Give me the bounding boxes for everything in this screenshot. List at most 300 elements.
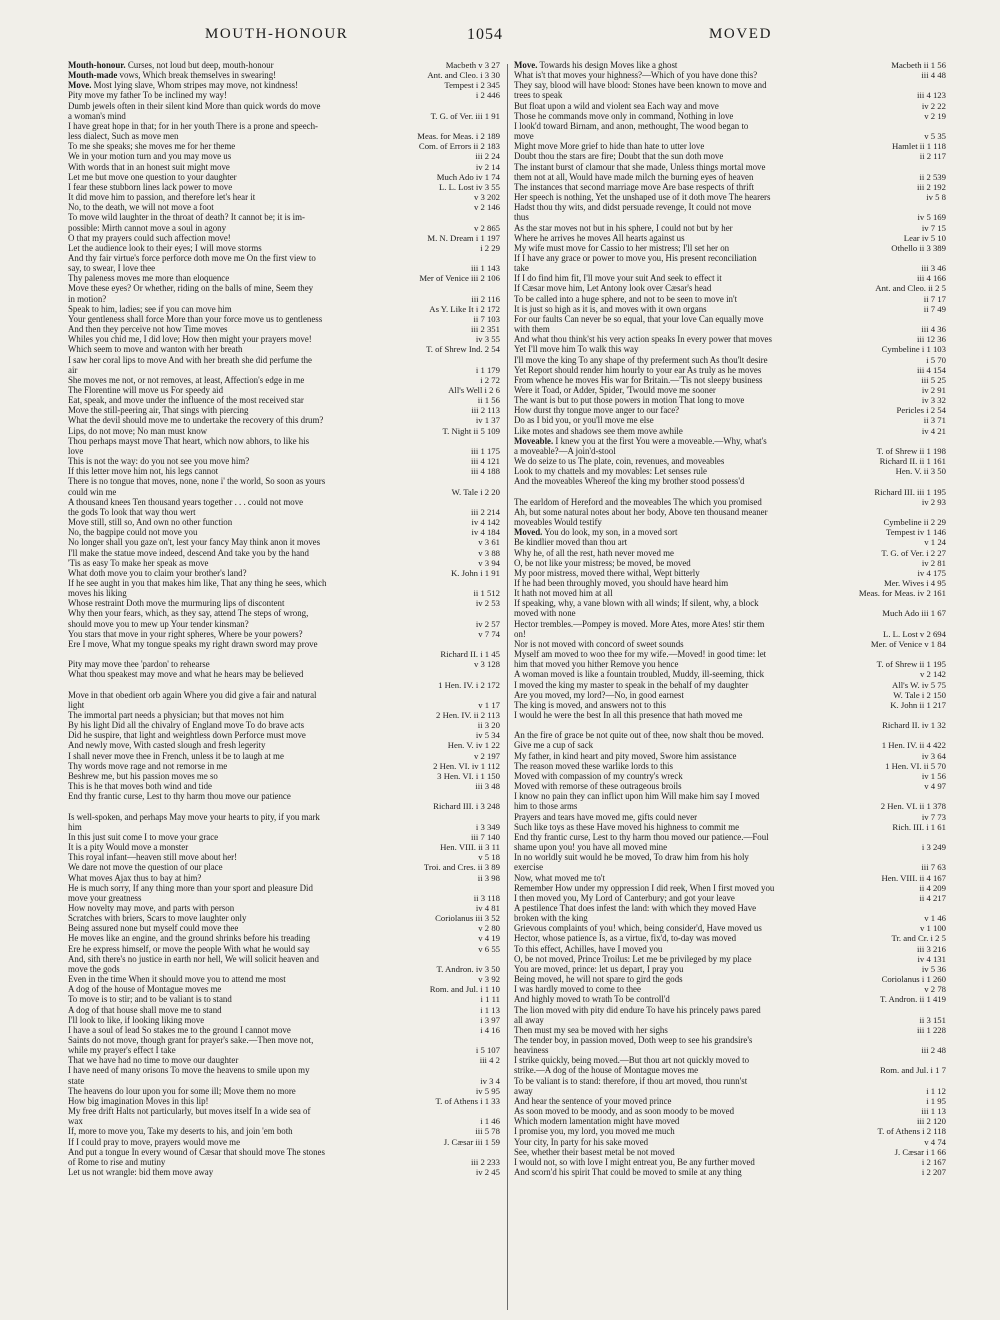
quotation-text: He moves like an engine, and the ground shrinks before his treading <box>68 933 311 944</box>
concordance-line <box>68 944 500 954</box>
concordance-line <box>68 629 500 639</box>
quotation-text: thus <box>514 212 529 223</box>
play-reference: T. Andron. iv 3 50 <box>436 963 500 974</box>
concordance-line <box>68 680 500 690</box>
play-reference: iii 4 166 <box>917 273 946 284</box>
concordance-line <box>514 405 946 415</box>
quotation-text: Move. Most lying slave, Whom stripes may move, not kindness! <box>68 80 299 91</box>
quotation-text: Being assured none but myself could move thee <box>68 923 239 934</box>
concordance-line <box>68 121 500 131</box>
quotation-text: Ere I move, What my tongue speaks my right drawn sword may prove <box>68 638 318 649</box>
concordance-line <box>68 111 500 121</box>
play-reference: v 3 202 <box>473 192 500 203</box>
play-reference: ii 4 217 <box>919 892 946 903</box>
play-reference: ii 3 98 <box>477 872 500 883</box>
quotation-text: away <box>514 1085 533 1096</box>
play-reference: iv 2 57 <box>475 618 500 629</box>
quotation-text: If, more to move you, Take my deserts to his, and join 'em both <box>68 1126 293 1137</box>
play-reference: 1 Hen. VI. ii 5 70 <box>885 760 946 771</box>
quotation-text: And thy fair virtue's force perforce doth move me On the first view to <box>68 252 316 263</box>
play-reference: 1 Hen. IV. ii 4 422 <box>881 740 946 751</box>
quotation-text: him that moved you hither Remove you hence <box>514 659 679 670</box>
quotation-text: Mouth-made vows, Which break themselves in swearing! <box>68 70 277 81</box>
play-reference: iv 5 95 <box>475 1085 500 1096</box>
concordance-line <box>514 436 946 446</box>
play-reference: i 1 12 <box>926 1085 946 1096</box>
play-reference: v 1 100 <box>919 923 946 934</box>
concordance-line <box>68 751 500 761</box>
concordance-line <box>514 619 946 629</box>
quotation-text: Those he commands move only in command, Nothing in love <box>514 110 734 121</box>
concordance-line <box>514 507 946 517</box>
play-reference: Hen. V. iv 1 22 <box>447 740 500 751</box>
play-reference: iii 5 78 <box>475 1126 500 1137</box>
quotation-text: moved with none <box>514 608 576 619</box>
concordance-line <box>68 873 500 883</box>
quotation-text: wax <box>68 1116 83 1127</box>
play-reference: iii 4 188 <box>471 466 500 477</box>
quotation-text: move your greatness <box>68 892 142 903</box>
quotation-text: Your gentleness shall force More than your force move us to gentleness <box>68 313 323 324</box>
concordance-line <box>514 172 946 182</box>
quotation-text: Pity move my father To be inclined my way! <box>68 90 227 101</box>
play-reference: ii 4 209 <box>919 882 946 893</box>
quotation-text: My father, in kind heart and pity moved, Swore him assistance <box>514 750 737 761</box>
concordance-line <box>68 456 500 466</box>
quotation-text: shame upon you! you have all moved mine <box>514 842 668 853</box>
concordance-line <box>514 548 946 558</box>
quotation-text: No, the bagpipe could not move you <box>68 527 198 538</box>
quotation-text: We dare not move the question of our place <box>68 862 223 873</box>
concordance-line <box>68 294 500 304</box>
concordance-line <box>68 1055 500 1065</box>
quotation-text: Yet I'll move him To walk this way <box>514 344 639 355</box>
quotation-text: move the gods <box>68 963 120 974</box>
concordance-line <box>68 223 500 233</box>
quotation-text: Why then your fears, which, as they say, attend The steps of wrong, <box>68 608 309 619</box>
quotation-text: Move in that obedient orb again Where you did give a fair and natural <box>68 689 317 700</box>
quotation-text: Ere he express himself, or move the people With what he would say <box>68 943 310 954</box>
concordance-line <box>68 659 500 669</box>
play-reference: Rich. III. i 1 61 <box>892 821 946 832</box>
play-reference: Meas. for Meas. iv 2 161 <box>858 588 946 599</box>
play-reference: iii 7 63 <box>921 862 946 873</box>
play-reference: i 1 179 <box>475 364 500 375</box>
concordance-line <box>514 517 946 527</box>
play-reference: ii 1 56 <box>477 395 500 406</box>
concordance-line <box>514 70 946 80</box>
play-reference: v 4 19 <box>478 933 500 944</box>
concordance-line <box>68 903 500 913</box>
concordance-line <box>68 558 500 568</box>
play-reference: v 2 146 <box>473 202 500 213</box>
concordance-line <box>514 1157 946 1167</box>
concordance-line <box>514 111 946 121</box>
concordance-line <box>68 527 500 537</box>
quotation-text: strike.—A dog of the house of Montague moves me <box>514 1065 699 1076</box>
play-reference: iii 2 192 <box>917 181 946 192</box>
concordance-line <box>68 548 500 558</box>
play-reference: iv 7 15 <box>921 222 946 233</box>
quotation-text: I promise you, my lord, you moved me much <box>514 1126 675 1137</box>
concordance-line <box>68 182 500 192</box>
quotation-text: And newly move, With casted slough and fresh legerity <box>68 740 266 751</box>
concordance-line <box>68 862 500 872</box>
quotation-text: Whiles you chid me, I did love; How then might your prayers move! <box>68 334 312 345</box>
quotation-text: Nor is not moved with concord of sweet sounds <box>514 638 684 649</box>
concordance-line <box>514 273 946 283</box>
play-reference: Richard III. i 3 248 <box>433 801 500 812</box>
play-reference: i 2 167 <box>921 1156 946 1167</box>
concordance-line <box>68 273 500 283</box>
quotation-text: To me she speaks; she moves me for her theme <box>68 141 236 152</box>
play-reference: v 3 61 <box>478 537 500 548</box>
play-reference: iv 4 81 <box>475 902 500 913</box>
quotation-text: Look to my chattels and my movables: Let senses rule <box>514 466 707 477</box>
concordance-line <box>68 1147 500 1157</box>
play-reference: 3 Hen. VI. i 1 150 <box>437 770 500 781</box>
quotation-text: The want is but to put those powers in motion That long to move <box>514 395 745 406</box>
quotation-text: Myself am moved to woo thee for my wife.—Moved! in good time: let <box>514 649 767 660</box>
concordance-line <box>514 720 946 730</box>
quotation-text: A woman moved is like a fountain troubled, Muddy, ill-seeming, thick <box>514 669 765 680</box>
quotation-text: Grievous complaints of you! which, being consider'd, Have moved us <box>514 923 762 934</box>
concordance-line <box>514 923 946 933</box>
quotation-text: The king is moved, and answers not to this <box>514 699 667 710</box>
concordance-line <box>68 619 500 629</box>
play-reference: iv 4 175 <box>917 567 946 578</box>
play-reference: iii 4 123 <box>917 90 946 101</box>
quotation-text: Whose restraint Doth move the murmuring lips of discontent <box>68 598 285 609</box>
play-reference: Much Ado iv 1 74 <box>436 171 500 182</box>
concordance-line <box>514 375 946 385</box>
play-reference: L. L. Lost v 2 694 <box>883 628 946 639</box>
quotation-text: Her speech is nothing, Yet the unshaped use of it doth move The hearers <box>514 192 771 203</box>
concordance-line <box>68 1035 500 1045</box>
quotation-text: Be kindlier moved than thou art <box>514 537 628 548</box>
concordance-line <box>514 873 946 883</box>
concordance-line <box>514 751 946 761</box>
quotation-text: while my prayer's effect I take <box>68 1045 176 1056</box>
quotation-text: We in your motion turn and you may move us <box>68 151 232 162</box>
concordance-line <box>514 1147 946 1157</box>
quotation-text: You stars that move in your right spheres, Where be your powers? <box>68 628 303 639</box>
play-reference: iii 5 25 <box>921 374 946 385</box>
concordance-line <box>68 761 500 771</box>
play-reference: Richard II. iv 1 32 <box>882 720 946 731</box>
play-reference: W. Tale i 2 150 <box>893 689 946 700</box>
concordance-line <box>514 324 946 334</box>
quotation-text: A thousand knees Ten thousand years together . . . could not move <box>68 496 304 507</box>
quotation-text: End thy frantic curse, Lest to thy harm thou moved our patience.—Foul <box>514 831 769 842</box>
play-reference: iii 4 121 <box>471 456 500 467</box>
concordance-line <box>514 984 946 994</box>
play-reference: i 2 446 <box>475 90 500 101</box>
quotation-text: exercise <box>514 862 544 873</box>
concordance-line <box>68 1116 500 1126</box>
quotation-text: Thy words move rage and not remorse in me <box>68 760 228 771</box>
concordance-line <box>68 974 500 984</box>
concordance-line <box>514 761 946 771</box>
play-reference: iii 1 13 <box>921 1106 946 1117</box>
concordance-line <box>514 730 946 740</box>
play-reference: Hen. VIII. ii 4 167 <box>881 872 946 883</box>
play-reference: Cymbeline ii 2 29 <box>883 517 946 528</box>
concordance-line <box>68 507 500 517</box>
concordance-line <box>68 710 500 720</box>
concordance-line <box>68 497 500 507</box>
quotation-text: If speaking, why, a vane blown with all winds; If silent, why, a block <box>514 598 759 609</box>
concordance-line <box>514 212 946 222</box>
concordance-line <box>68 487 500 497</box>
concordance-line <box>514 283 946 293</box>
play-reference: v 3 88 <box>478 547 500 558</box>
quotation-text: No longer shall you gaze on't, lest your fancy May think anon it moves <box>68 537 321 548</box>
quotation-text: And what thou think'st his very action speaks In every power that moves <box>514 334 772 345</box>
concordance-line <box>68 893 500 903</box>
play-reference: iii 12 36 <box>917 334 946 345</box>
concordance-line <box>514 822 946 832</box>
play-reference: i 1 95 <box>926 1095 946 1106</box>
quotation-text: She moves me not, or not removes, at least, Affection's edge in me <box>68 374 305 385</box>
concordance-line <box>514 568 946 578</box>
concordance-line <box>68 913 500 923</box>
play-reference: v 7 74 <box>478 628 500 639</box>
concordance-line <box>514 974 946 984</box>
play-reference: iv 4 21 <box>921 425 946 436</box>
quotation-text: What doth move you to claim your brother's land? <box>68 567 247 578</box>
quotation-text: I have a soul of lead So stakes me to the ground I cannot move <box>68 1024 291 1035</box>
concordance-line <box>68 395 500 405</box>
concordance-line <box>68 801 500 811</box>
quotation-text: Move these eyes? Or whether, riding on the balls of mine, Seem they <box>68 283 314 294</box>
quotation-text: My free drift Halts not particularly, but moves itself In a wide sea of <box>68 1106 311 1117</box>
concordance-line <box>68 832 500 842</box>
quotation-text <box>78 680 500 690</box>
quotation-text: I'll move the king To any shape of thy preferment such As thou'lt desire <box>514 354 768 365</box>
concordance-line <box>68 1096 500 1106</box>
quotation-text: You are moved, prince: let us depart, I pray you <box>514 963 684 974</box>
quotation-text: A dog of the house of Montague moves me <box>68 984 222 995</box>
quotation-text: Hadst thou thy wits, and didst persuade revenge, It could not move <box>514 202 752 213</box>
play-reference: v 2 80 <box>478 923 500 934</box>
quotation-text: Speak to him, ladies; see if you can move him <box>68 303 232 314</box>
concordance-line <box>514 1167 946 1177</box>
quotation-text: the gods To look that way thou wert <box>68 506 196 517</box>
play-reference: i 4 16 <box>480 1024 500 1035</box>
concordance-line <box>68 740 500 750</box>
play-reference: iv 2 45 <box>475 1167 500 1178</box>
play-reference: K. John ii 1 217 <box>890 699 946 710</box>
quotation-text: And hear the sentence of your moved prince <box>514 1095 672 1106</box>
concordance-line <box>514 182 946 192</box>
quotation-text: Which modern lamentation might have moved <box>514 1116 680 1127</box>
play-reference: Hamlet ii 1 118 <box>892 141 946 152</box>
quotation-text: I look'd toward Birnam, and anon, methought, The wood began to <box>514 120 749 131</box>
play-reference: Richard II. ii 1 161 <box>879 456 946 467</box>
play-reference: iii 2 120 <box>917 1116 946 1127</box>
quotation-text: Move the still-peering air, That sings with piercing <box>68 405 249 416</box>
quotation-text: Such like toys as these Have moved his highness to commit me <box>514 821 740 832</box>
concordance-line <box>68 1106 500 1116</box>
play-reference: v 6 55 <box>478 943 500 954</box>
quotation-text: From whence he moves His war for Britain.—'Tis not sleepy business <box>514 374 763 385</box>
concordance-line <box>514 263 946 273</box>
concordance-line <box>68 1015 500 1025</box>
concordance-line <box>514 426 946 436</box>
play-reference: T. Andron. ii 1 419 <box>880 994 946 1005</box>
concordance-line <box>514 1076 946 1086</box>
play-reference: Macbeth v 3 27 <box>445 60 500 70</box>
play-reference: iv 4 142 <box>471 517 500 528</box>
concordance-line <box>514 162 946 172</box>
concordance-line <box>68 70 500 80</box>
concordance-line <box>514 781 946 791</box>
quotation-text: them not at all, Would have made milch the burning eyes of heaven <box>514 171 754 182</box>
play-reference: iv 5 36 <box>921 963 946 974</box>
concordance-line <box>68 771 500 781</box>
concordance-line <box>68 172 500 182</box>
concordance-line <box>68 537 500 547</box>
quotation-text: possible: Mirth cannot move a soul in agony <box>68 222 227 233</box>
quotation-text: I'll look to like, if looking liking move <box>68 1014 205 1025</box>
concordance-line <box>68 283 500 293</box>
quotation-text: I shall never move thee in French, unless it be to laugh at me <box>68 750 284 761</box>
concordance-line <box>68 385 500 395</box>
quotation-text: In no worldly suit would he be moved, To draw him from his holy <box>514 852 749 863</box>
quotation-text: It is just so high as it is, and moves with it own organs <box>514 303 707 314</box>
concordance-line <box>514 355 946 365</box>
play-reference: Rom. and Jul. i 1 10 <box>429 984 500 995</box>
quotation-text: As soon moved to be moody, and as soon moody to be moved <box>514 1106 735 1117</box>
concordance-line <box>514 1025 946 1035</box>
quotation-text: trees to speak <box>514 90 563 101</box>
quotation-text: Moveable. I knew you at the first You were a moveable.—Why, what's <box>514 435 767 446</box>
concordance-line <box>68 578 500 588</box>
play-reference: i 3 349 <box>475 821 500 832</box>
play-reference: v 4 97 <box>924 781 946 792</box>
play-reference: i 5 107 <box>475 1045 500 1056</box>
play-reference: i 3 249 <box>921 842 946 853</box>
play-reference: Tempest i 2 345 <box>444 80 500 91</box>
concordance-line <box>514 60 946 70</box>
quotation-text: Hector, whose patience Is, as a virtue, fix'd, to-day was moved <box>514 933 737 944</box>
quotation-text: Why he, of all the rest, hath never moved me <box>514 547 674 558</box>
play-reference: Coriolanus iii 3 52 <box>435 913 500 924</box>
concordance-line <box>514 801 946 811</box>
concordance-line <box>514 141 946 151</box>
concordance-line <box>514 131 946 141</box>
play-reference: iv 4 184 <box>471 527 500 538</box>
concordance-line <box>68 344 500 354</box>
play-reference: T. of Shrew ii 1 198 <box>876 445 946 456</box>
concordance-line <box>68 883 500 893</box>
quotation-text: move <box>514 131 534 142</box>
quotation-text: How durst thy tongue move anger to our face? <box>514 405 680 416</box>
play-reference: iii 2 233 <box>471 1156 500 1167</box>
concordance-line <box>68 60 500 70</box>
concordance-line <box>514 1055 946 1065</box>
quotation-text: O that my prayers could such affection move! <box>68 232 231 243</box>
quotation-text: Let me but move one question to your daughter <box>68 171 237 182</box>
play-reference: ii 1 512 <box>473 588 500 599</box>
quotation-text: The immortal part needs a physician; but that moves not him <box>68 710 284 720</box>
play-reference: v 5 35 <box>924 131 946 142</box>
concordance-line <box>68 365 500 375</box>
play-reference: All's Well i 2 6 <box>448 385 500 395</box>
concordance-line <box>514 101 946 111</box>
concordance-line <box>68 253 500 263</box>
quotation-text: If he had been throughly moved, you should have heard him <box>514 577 729 588</box>
quotation-text: Your city, In party for his sake moved <box>514 1136 649 1147</box>
concordance-line <box>68 791 500 801</box>
concordance-line <box>68 984 500 994</box>
play-reference: v 4 74 <box>924 1136 946 1147</box>
concordance-line <box>514 812 946 822</box>
quotation-text: Moved with compassion of my country's wreck <box>514 770 683 781</box>
play-reference: iii 2 48 <box>921 1045 946 1056</box>
play-reference: Mer. of Venice v 1 84 <box>870 638 946 649</box>
quotation-text: We do seize to us The plate, coin, revenues, and moveables <box>514 456 725 467</box>
quotation-text: This is he that moves both wind and tide <box>68 781 212 792</box>
running-head-left: MOUTH-HONOUR <box>205 26 349 42</box>
concordance-line <box>68 1086 500 1096</box>
play-reference: J. Cæsar i 1 66 <box>894 1146 946 1157</box>
concordance-line <box>514 578 946 588</box>
quotation-text: The Florentine will move us For speedy aid <box>68 385 224 395</box>
quotation-text: Like motes and shadows see them move awhile <box>514 425 683 436</box>
quotation-text: And then they perceive not how Time moves <box>68 324 228 335</box>
play-reference: K. John i 1 91 <box>451 567 500 578</box>
quotation-text: If this letter move him not, his legs cannot <box>68 466 219 477</box>
play-reference: iv 5 169 <box>917 212 946 223</box>
concordance-line <box>514 1086 946 1096</box>
concordance-line <box>514 395 946 405</box>
concordance-line <box>68 1137 500 1147</box>
quotation-text: Dumb jewels often in their silent kind More than quick words do move <box>68 100 321 111</box>
concordance-line <box>514 700 946 710</box>
running-head-right: MOVED <box>709 26 772 42</box>
play-reference: Troi. and Cres. ii 3 89 <box>423 862 500 873</box>
concordance-line <box>68 141 500 151</box>
quotation-text: Now, what moved me to't <box>514 872 605 883</box>
play-reference: Tempest iv 1 146 <box>886 527 946 538</box>
quotation-text: The instant burst of clamour that she made, Unless things mortal move <box>514 161 766 172</box>
page-number: 1054 <box>467 26 503 43</box>
quotation-text: Scratches with briers, Scars to move laughter only <box>68 913 247 924</box>
concordance-line <box>514 365 946 375</box>
quotation-text: In this just suit come I to move your grace <box>68 831 219 842</box>
quotation-text: I saw her coral lips to move And with her breath she did perfume the <box>68 354 312 365</box>
play-reference: v 2 78 <box>924 984 946 995</box>
quotation-text: Moved with remorse of these outrageous broils <box>514 781 682 792</box>
play-reference: As Y. Like It i 2 172 <box>429 303 500 314</box>
concordance-line <box>514 314 946 324</box>
concordance-line <box>68 1076 500 1086</box>
quotation-text: Prayers and tears have moved me, gifts could never <box>514 811 698 822</box>
concordance-line <box>514 944 946 954</box>
quotation-text: O, be not like your mistress; be moved, be moved <box>514 557 691 568</box>
concordance-line <box>514 1015 946 1025</box>
concordance-line <box>514 1116 946 1126</box>
quotation-text: The instances that second marriage move Are base respects of thrift <box>514 181 755 192</box>
concordance-line <box>514 446 946 456</box>
concordance-line <box>68 1126 500 1136</box>
play-reference: iii 2 24 <box>475 151 500 162</box>
concordance-line <box>514 527 946 537</box>
quotation-text: 'Tis as easy To make her speak as move <box>68 557 209 568</box>
concordance-line <box>514 954 946 964</box>
